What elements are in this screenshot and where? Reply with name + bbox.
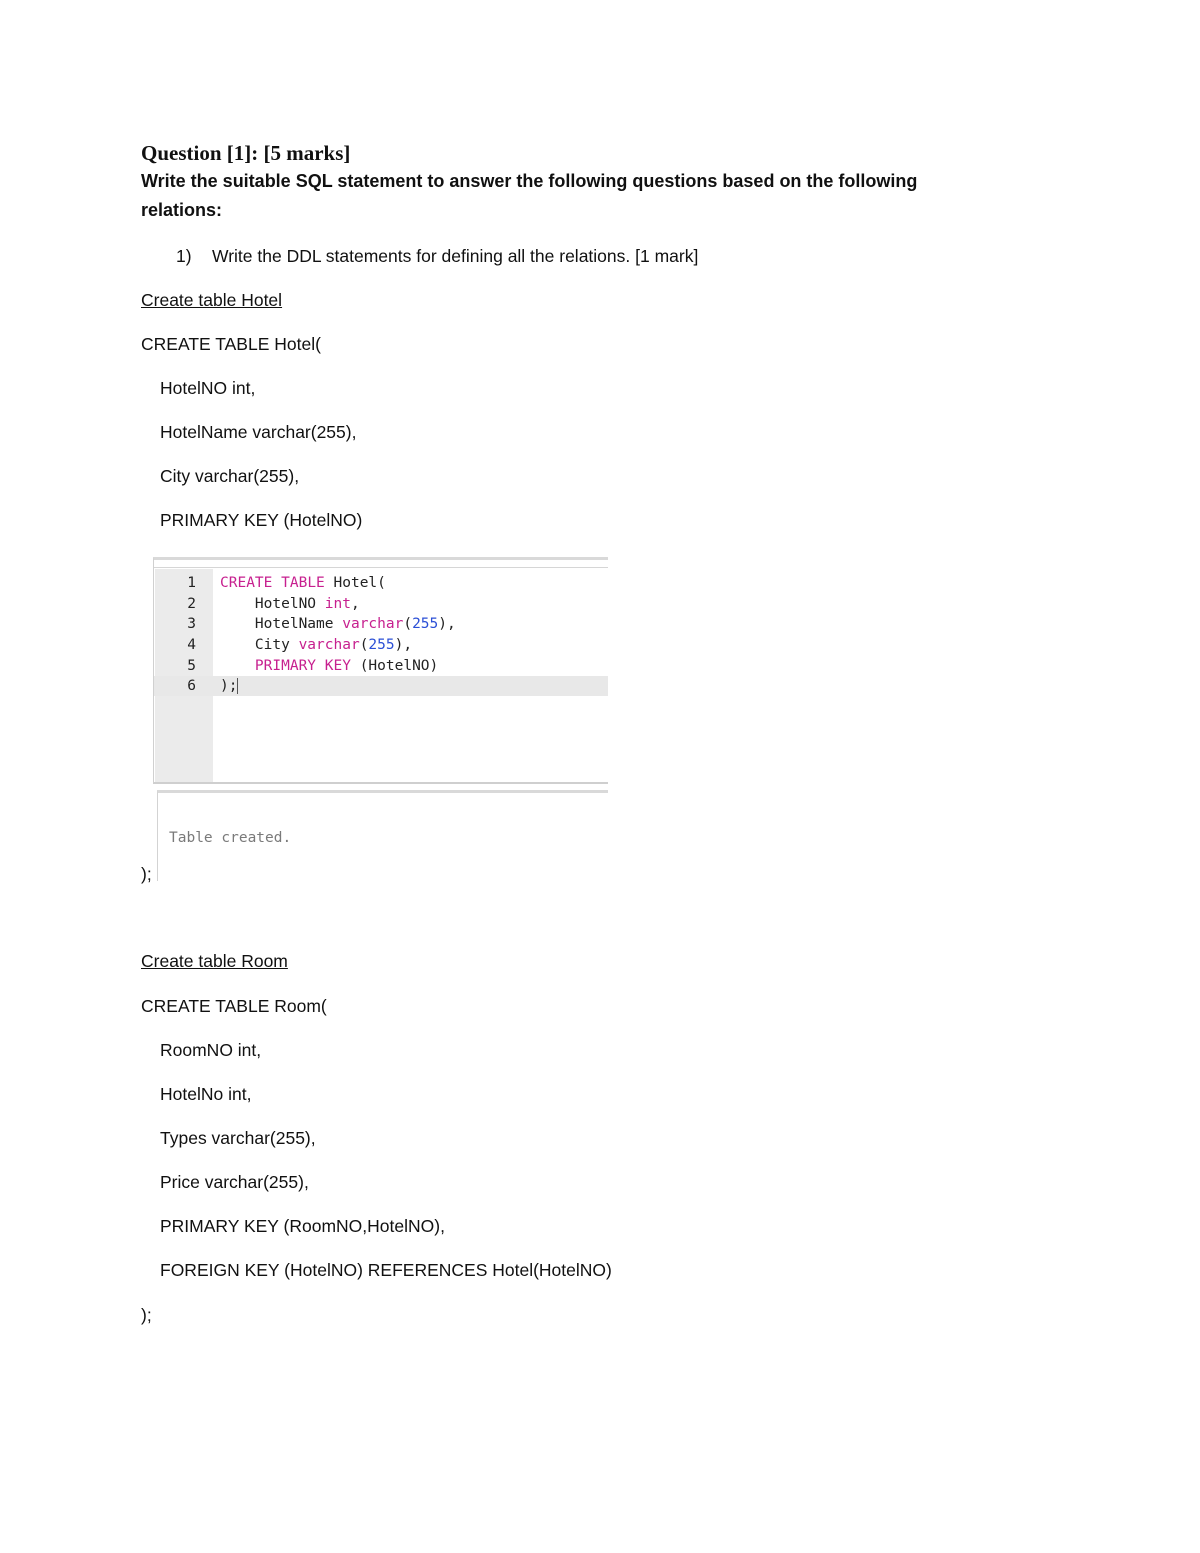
code-text: Hotel( [333,575,386,591]
room-sql-line: RoomNO int, [160,1040,262,1060]
hotel-sql-line: PRIMARY KEY (HotelNO) [160,510,363,530]
hotel-heading: Create table Hotel [141,290,283,310]
hotel-sql-line: CREATE TABLE Hotel( [141,334,321,354]
hotel-sql-line: City varchar(255), [160,466,300,486]
code-line [154,573,608,593]
code-type: varchar [298,637,360,653]
result-panel [157,790,608,881]
code-line-active [154,676,608,696]
line-number: 3 [187,616,196,632]
question-title: Question [1]: [5 marks] [141,141,351,165]
code-text: HotelNO [254,596,317,612]
room-sql-line: Price varchar(255), [160,1172,309,1192]
code-line [154,635,608,655]
code-text: ), [438,616,456,632]
hotel-sql-line: HotelName varchar(255), [160,422,357,442]
code-keyword: PRIMARY [254,658,317,674]
item-text: Write the DDL statements for defining all the relations. [1 mark] [212,246,699,266]
code-keyword: KEY [324,658,351,674]
room-sql-line: PRIMARY KEY (RoomNO,HotelNO), [160,1216,445,1236]
room-heading: Create table Room [141,951,288,971]
code-text: HotelName [254,616,334,632]
code-line [154,614,608,634]
line-number: 6 [187,678,196,694]
code-text: City [254,637,290,653]
room-sql-line: Types varchar(255), [160,1128,316,1148]
code-text: , [350,596,360,612]
code-text: (HotelNO) [359,658,439,674]
code-keyword: CREATE [220,575,273,591]
line-number: 2 [187,596,196,612]
line-number: 1 [187,575,196,591]
code-line [154,594,608,614]
code-number: 255 [368,637,395,653]
code-keyword: TABLE [281,575,325,591]
room-sql-line: FOREIGN KEY (HotelNO) REFERENCES Hotel(HotelNO) [160,1260,612,1280]
line-number: 5 [187,658,196,674]
code-text: ), [394,637,413,653]
code-line [154,656,608,676]
code-number: 255 [412,616,439,632]
code-editor-screenshot [153,557,608,784]
text-caret-icon [237,678,238,694]
room-sql-line: HotelNo int, [160,1084,252,1104]
code-text: ); [220,678,238,694]
hotel-closing: ); [141,864,152,884]
line-number: 4 [187,637,196,653]
code-text: ( [359,637,369,653]
result-message: Table created. [169,830,292,846]
instruction-line-1: Write the suitable SQL statement to answer the following questions based on the following [141,171,918,191]
room-sql-line: CREATE TABLE Room( [141,996,327,1016]
editor-divider [154,567,608,568]
code-type: varchar [342,616,404,632]
room-closing: ); [141,1305,152,1325]
hotel-sql-line: HotelNO int, [160,378,256,398]
instruction-line-2: relations: [141,200,223,220]
code-type: int [324,596,351,612]
item-number: 1) [176,246,192,266]
code-text: ( [403,616,413,632]
